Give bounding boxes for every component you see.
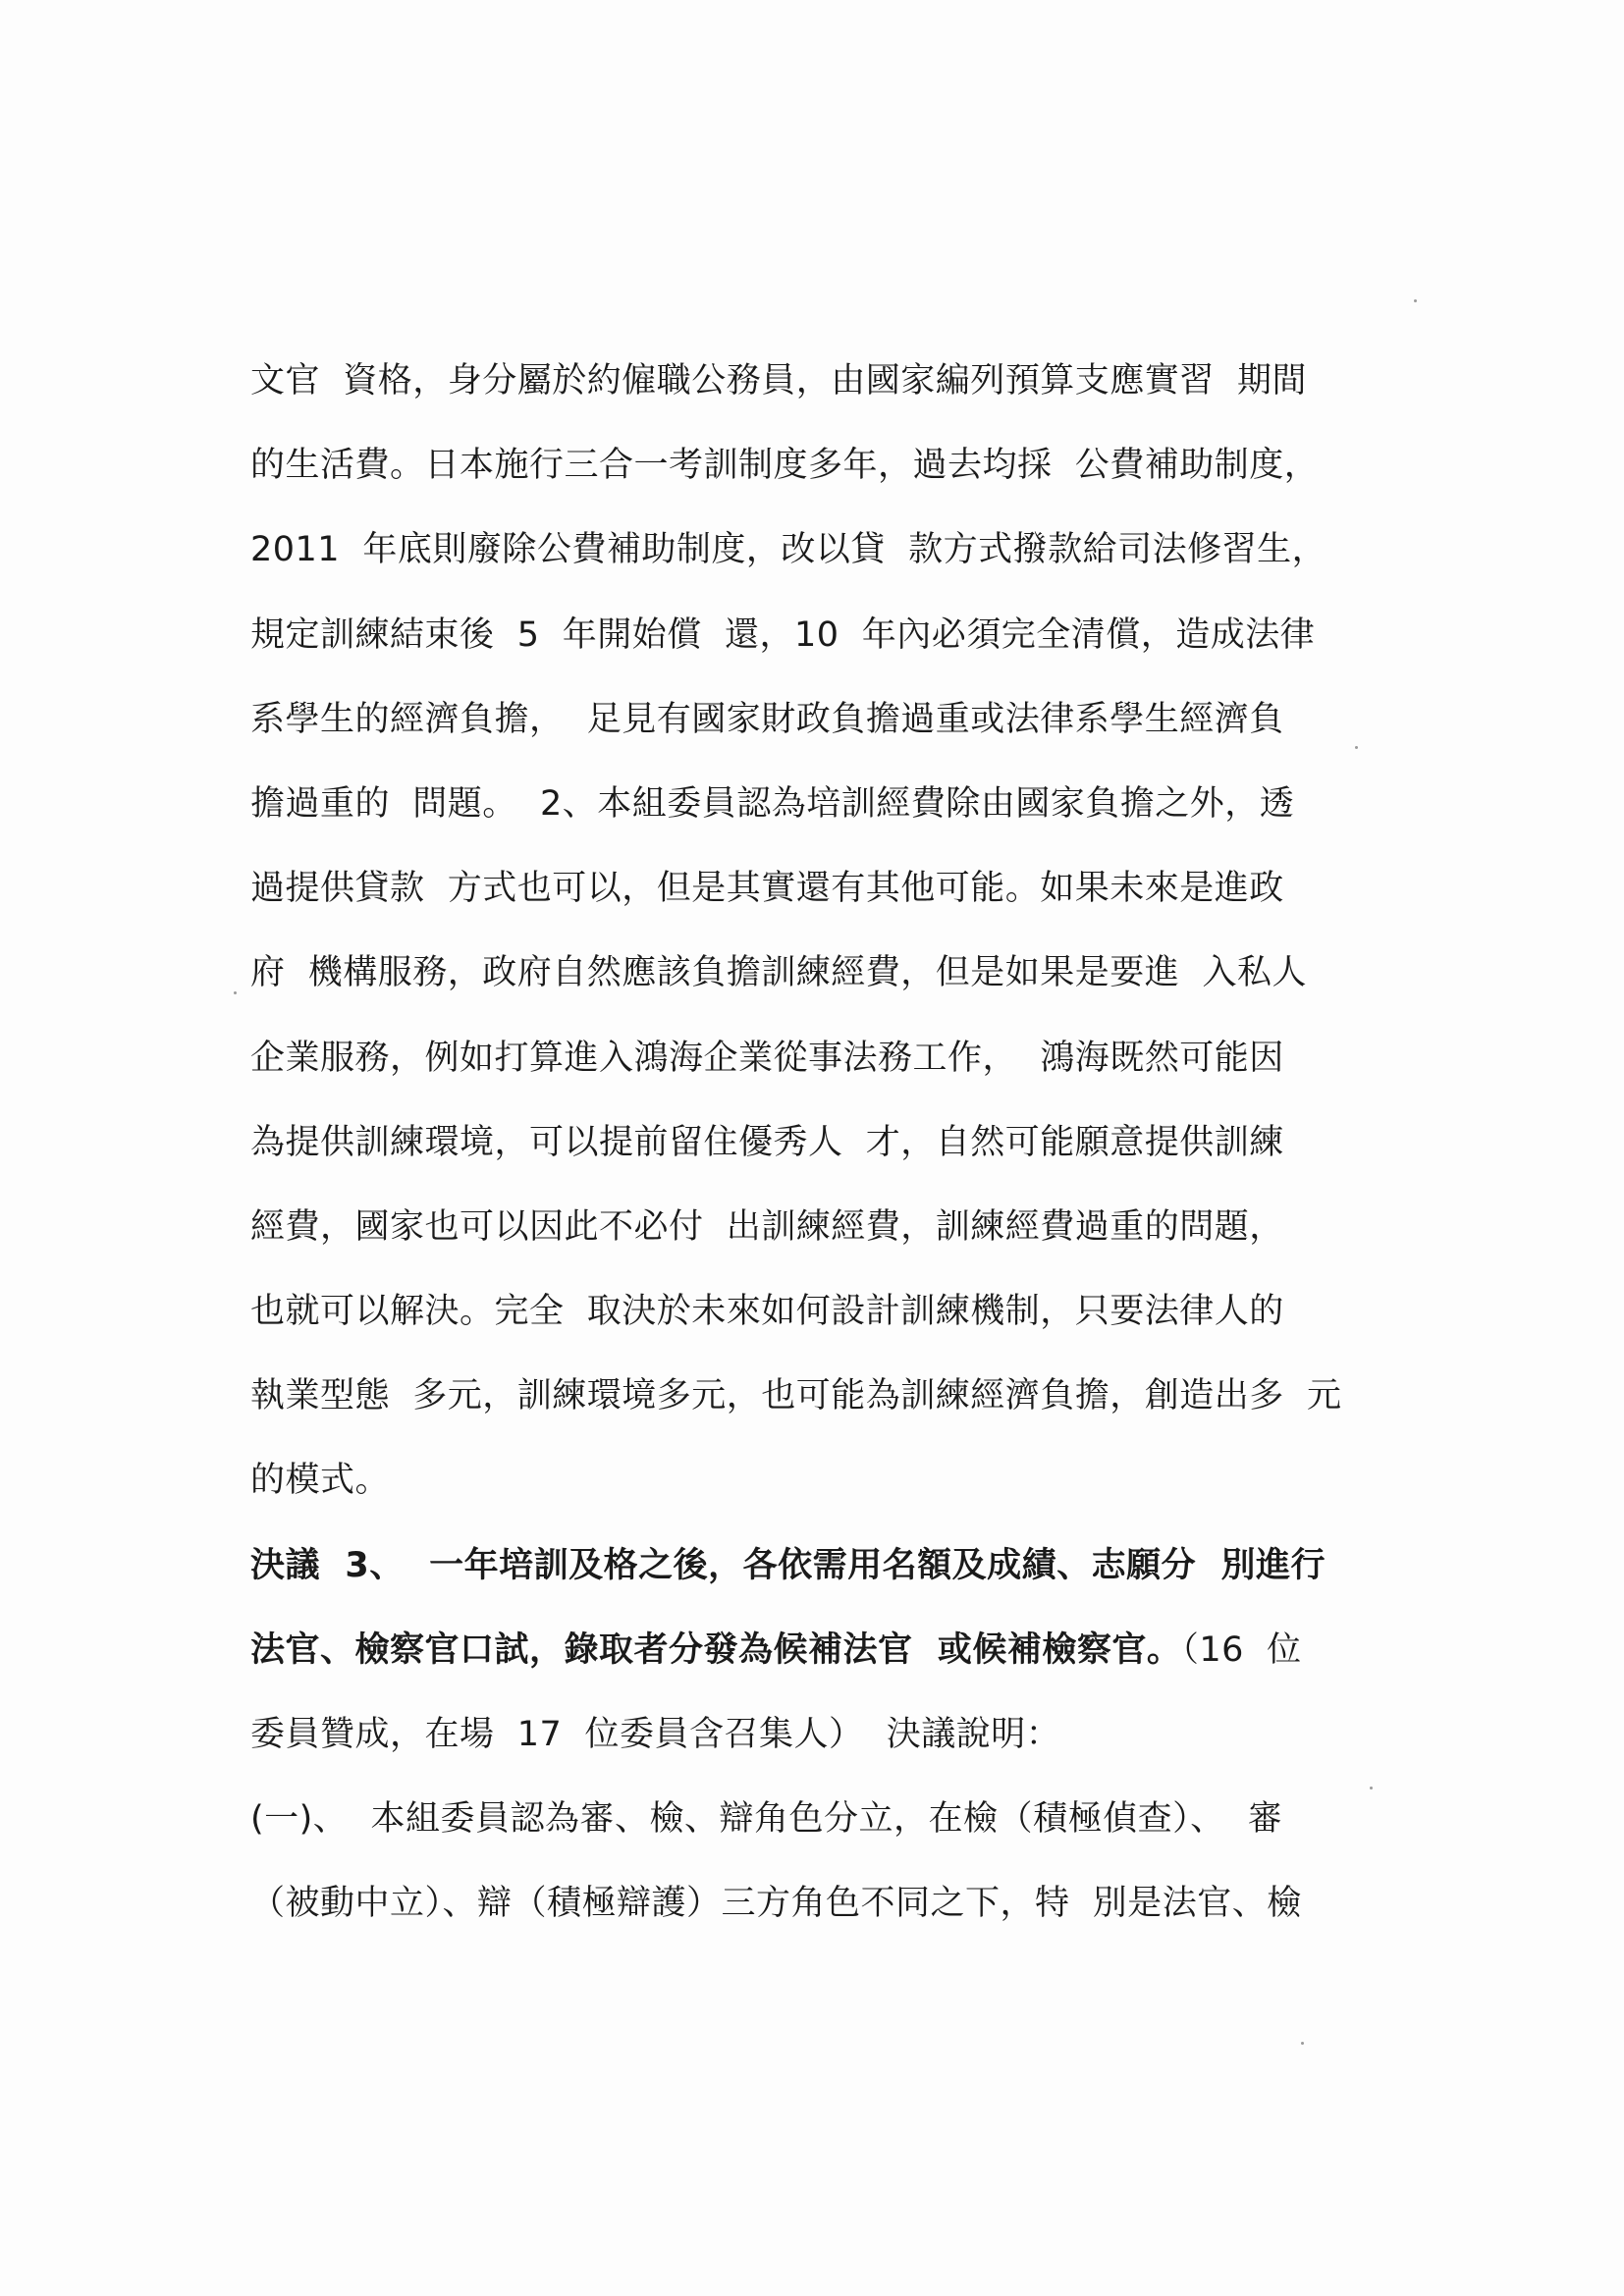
after-line-1: 委員贊成，在場 17 位委員含召集人） 決議說明： — [250, 1715, 1061, 1754]
body-line-12: 也就可以解決。完全 取決於未來如何設計訓練機制，只要法律人的 — [250, 1292, 1284, 1332]
body-line-10: 為提供訓練環境，可以提前留住優秀人 才，自然可能願意提供訓練 — [250, 1122, 1284, 1162]
body-line-1: 文官 資格，身分屬於約僱職公務員，由國家編列預算支應實習 期間 — [250, 361, 1308, 400]
after-line-2: (一)、 本組委員認為審、檢、辯角色分立，在檢（積極偵查）、 審 — [250, 1799, 1283, 1840]
body-line-6: 擔過重的 問題。 2、本組委員認為培訓經費除由國家負擔之外，透 — [250, 783, 1295, 824]
body-line-9: 企業服務，例如打算進入鴻海企業從事法務工作， 鴻海既然可能因 — [250, 1038, 1284, 1078]
body-line-2: 的生活費。日本施行三合一考訓制度多年，過去均採 公費補助制度， — [250, 446, 1320, 486]
resolution-bold-text: 法官、檢察官口試，錄取者分發為候補法官 或候補檢察官。 — [250, 1629, 1182, 1670]
resolution-tail: （16 位 — [1181, 1629, 1302, 1670]
body-line-14: 的模式。 — [250, 1461, 391, 1501]
body-line-11: 經費，國家也可以因此不必付 出訓練經費，訓練經費過重的問題， — [250, 1206, 1284, 1247]
body-line-5: 系學生的經濟負擔， 足見有國家財政負擔過重或法律系學生經濟負 — [250, 699, 1284, 739]
body-line-4: 規定訓練結束後 5 年開始償 還，10 年內必須完全清償，造成法律 — [250, 614, 1316, 655]
body-line-8: 府 機構服務，政府自然應該負擔訓練經費，但是如果是要進 入私人 — [250, 953, 1308, 993]
scan-speck — [1301, 2042, 1304, 2045]
resolution-line-1: 決議 3、 一年培訓及格之後，各依需用名額及成績、志願分 別進行 — [250, 1545, 1326, 1585]
body-line-7: 過提供貸款 方式也可以，但是其實還有其他可能。如果未來是進政 — [250, 869, 1284, 909]
after-line-3: （被動中立）、辯（積極辯護）三方角色不同之下，特 別是法官、檢 — [250, 1884, 1302, 1924]
body-line-13: 執業型態 多元，訓練環境多元，也可能為訓練經濟負擔，創造出多 元 — [250, 1376, 1342, 1416]
scan-speck — [1414, 299, 1417, 302]
resolution-line-2 — [250, 1608, 1380, 1692]
document-body — [250, 339, 1380, 1947]
scan-speck — [234, 991, 237, 994]
body-line-3: 2011 年底則廢除公費補助制度，改以貸 款方式撥款給司法修習生， — [250, 530, 1327, 570]
